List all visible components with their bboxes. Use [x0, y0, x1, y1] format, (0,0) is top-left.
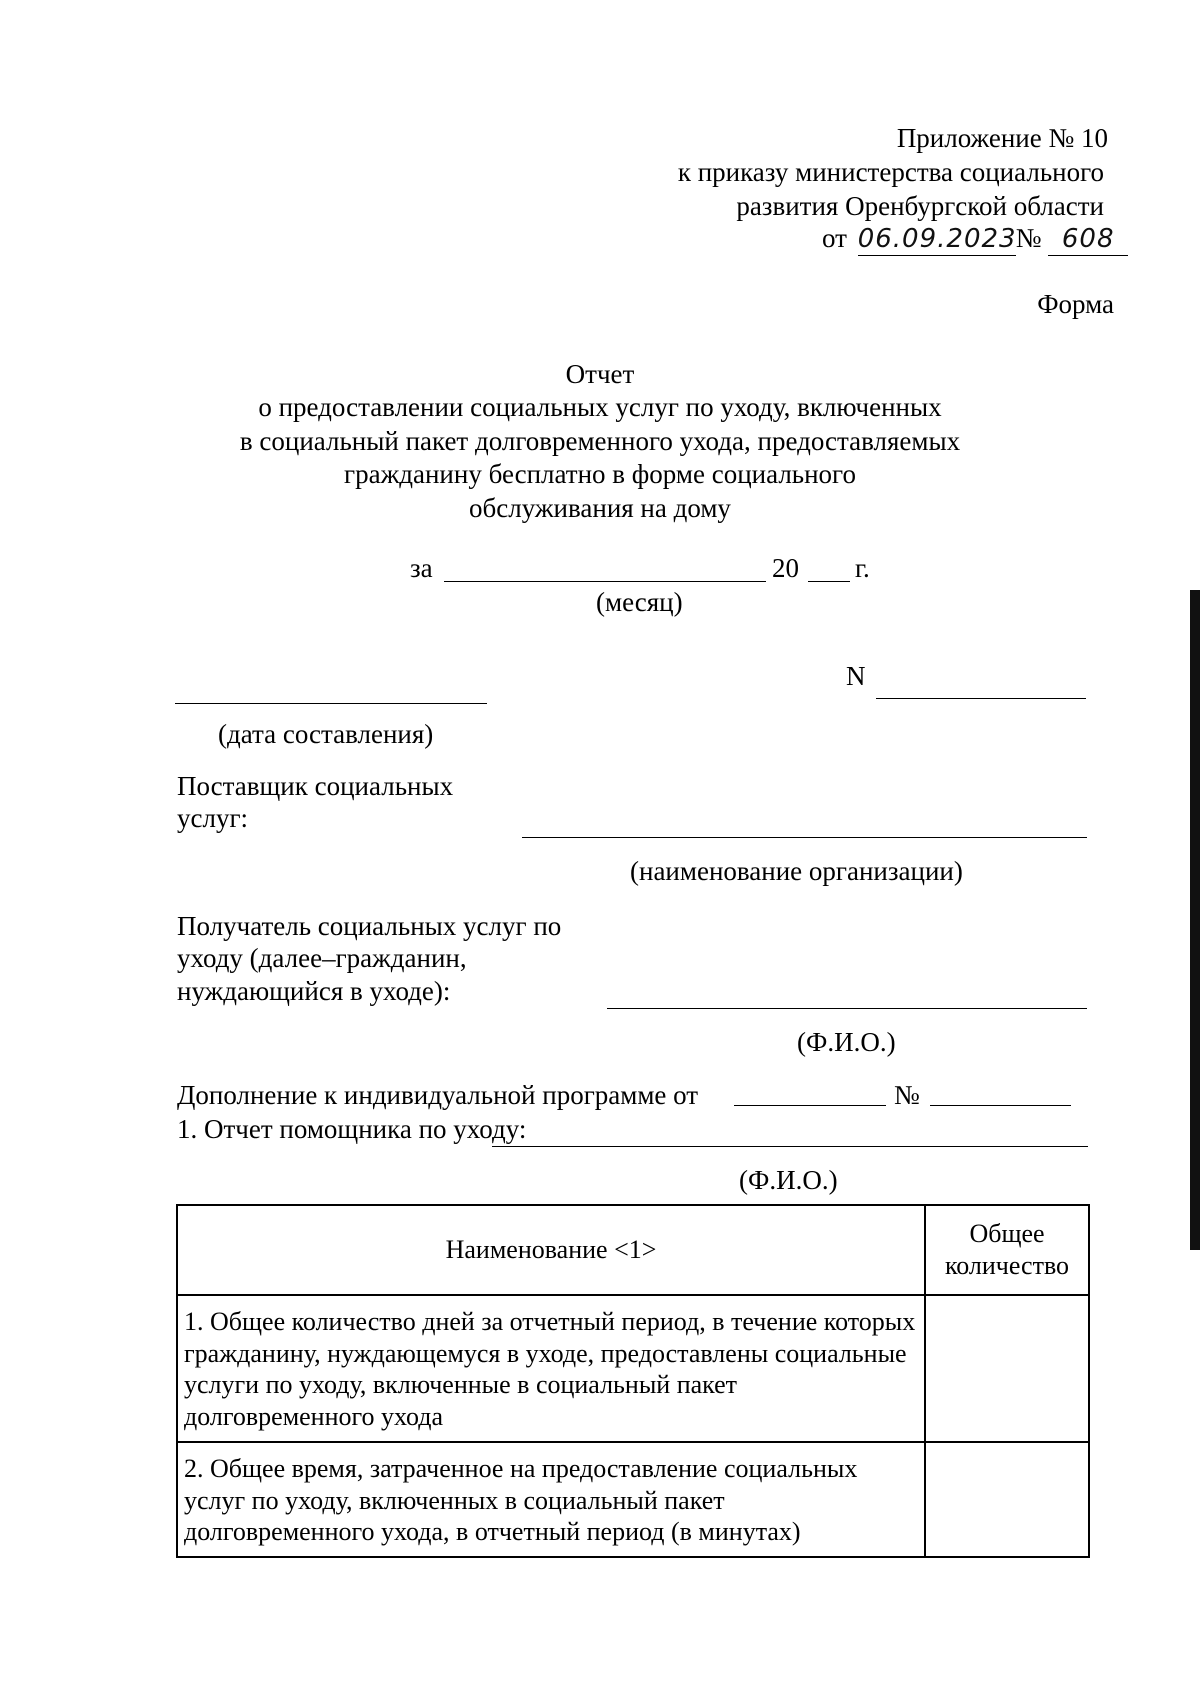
provider-label-line: Поставщик социальных [177, 771, 454, 801]
assistant-report-label: 1. Отчет помощника по уходу: [177, 1114, 527, 1144]
title-line: гражданину бесплатно в форме социального [344, 459, 856, 490]
recipient-label-line: нуждающийся в уходе): [177, 975, 451, 1006]
year-input-line[interactable] [808, 581, 850, 582]
table-header-row [177, 1205, 1089, 1295]
report-table [176, 1204, 1090, 1558]
scan-edge-mark [1190, 590, 1200, 1250]
title-line: Отчет [565, 359, 635, 389]
row-quantity-cell[interactable] [925, 1295, 1089, 1442]
table-row [177, 1295, 1089, 1442]
supplement-number-sign: № [894, 1080, 920, 1110]
report-number-input-line[interactable] [876, 698, 1086, 699]
table-row [177, 1442, 1089, 1557]
provider-label [177, 770, 453, 835]
supplement-date-input-line[interactable] [734, 1105, 886, 1106]
number-sign: № [1015, 223, 1042, 253]
date-prefix: от [822, 223, 847, 253]
handwritten-date: 06.09.2023 [858, 224, 1016, 256]
report-number-label: N [846, 661, 866, 691]
title-line: обслуживания на дому [469, 492, 731, 523]
compilation-date-caption: (дата составления) [218, 719, 434, 749]
form-label: Форма [1037, 289, 1114, 319]
row-name-cell: 2. Общее время, затраченное на предоставление социальных услуг по уходу, включенных в социальный пакет долговременного ухода, в отчетный период (в минутах) [177, 1442, 925, 1557]
row-name-cell: 1. Общее количество дней за отчетный период, в течение которых гражданину, нуждающемуся в уходе, предоставлены социальные услуги по уходу, включенные в социальный пакет долговременного ухода [177, 1295, 925, 1442]
appendix-number: Приложение № 10 [896, 123, 1108, 153]
supplement-text: Дополнение к индивидуальной программе от [177, 1080, 699, 1110]
provider-name-caption: (наименование организации) [630, 856, 963, 886]
assistant-name-caption: (Ф.И.О.) [739, 1165, 838, 1195]
recipient-name-input-line[interactable] [607, 1008, 1087, 1009]
report-title [0, 358, 1200, 524]
period-prefix: за [410, 553, 433, 583]
order-reference-line2: развития Оренбургской области [736, 191, 1104, 221]
year-prefix: 20 [772, 553, 799, 583]
recipient-label-line: уходу (далее–гражданин, [177, 943, 467, 974]
month-caption: (месяц) [596, 587, 683, 617]
provider-name-input-line[interactable] [522, 837, 1087, 838]
recipient-name-caption: (Ф.И.О.) [797, 1027, 896, 1057]
title-line: в социальный пакет долговременного ухода, предоставляемых [239, 425, 961, 456]
order-date-line [822, 222, 1128, 256]
supplement-number-input-line[interactable] [930, 1105, 1071, 1106]
recipient-label-line: Получатель социальных услуг по [177, 911, 562, 941]
title-line: о предоставлении социальных услуг по уходу, включенных [258, 392, 942, 423]
header-name: Наименование <1> [177, 1205, 925, 1295]
provider-label-line: услуг: [177, 803, 249, 834]
recipient-label [177, 910, 561, 1007]
order-reference-line1: к приказу министерства социального [677, 157, 1104, 187]
month-input-line[interactable] [444, 581, 766, 582]
handwritten-order-number: 608 [1048, 224, 1128, 256]
assistant-name-input-line[interactable] [492, 1146, 1088, 1147]
year-suffix: г. [855, 553, 870, 583]
row-quantity-cell[interactable] [925, 1442, 1089, 1557]
compilation-date-input-line[interactable] [175, 703, 487, 704]
header-total-quantity: Общее количество [925, 1205, 1089, 1295]
